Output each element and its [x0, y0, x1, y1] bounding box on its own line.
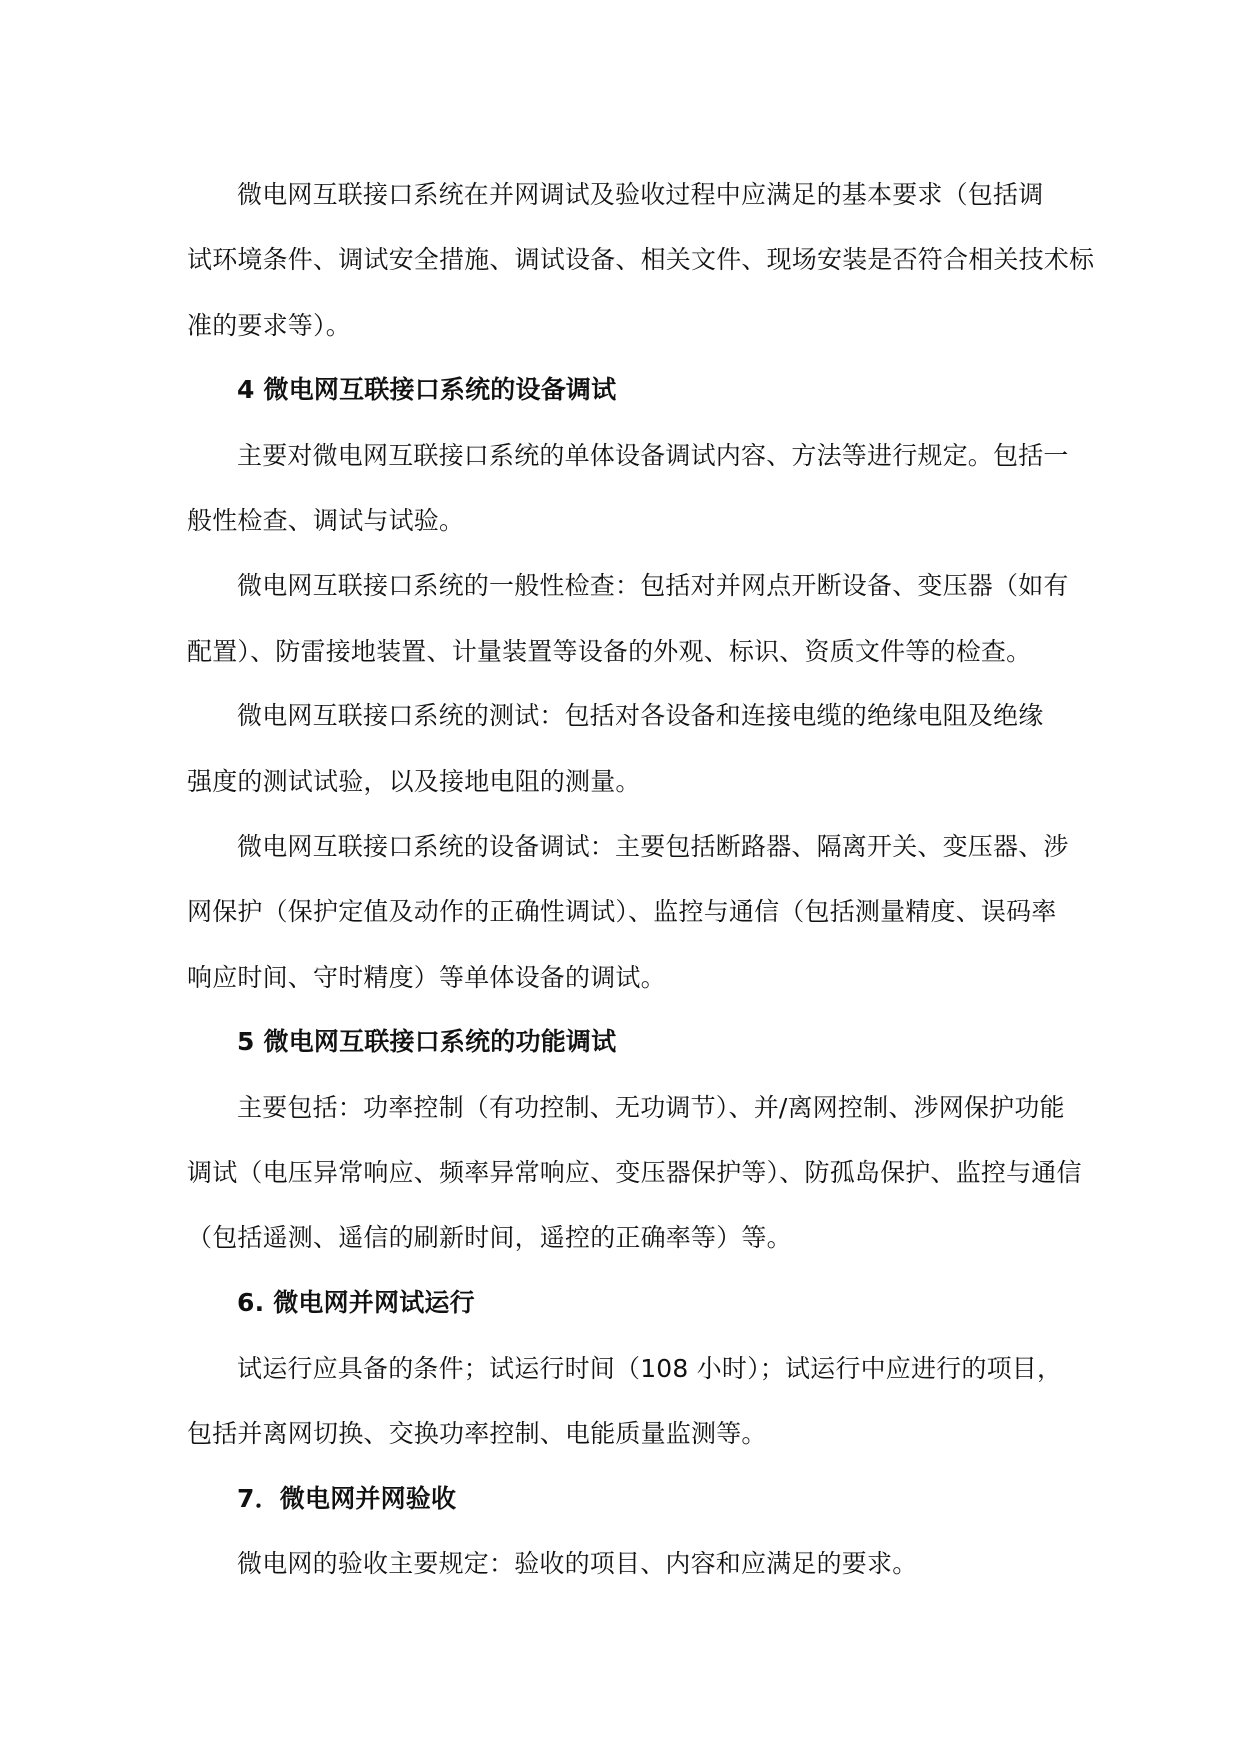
section-4-para4-line-3: 响应时间、守时精度）等单体设备的调试。 [187, 963, 666, 992]
intro-line-1: 微电网互联接口系统在并网调试及验收过程中应满足的基本要求（包括调 [237, 180, 1044, 209]
section-6-heading: 6. 微电网并网试运行 [237, 1288, 475, 1317]
section-5-para1-line-3: （包括遥测、遥信的刷新时间，遥控的正确率等）等。 [187, 1223, 792, 1252]
section-6-para1-line-2: 包括并离网切换、交换功率控制、电能质量监测等。 [187, 1419, 767, 1448]
section-5-para1-line-1: 主要包括：功率控制（有功控制、无功调节）、并/离网控制、涉网保护功能 [237, 1093, 1065, 1122]
intro-line-2: 试环境条件、调试安全措施、调试设备、相关文件、现场安装是否符合相关技术标 [187, 245, 1095, 274]
section-4-para4-line-2: 网保护（保护定值及动作的正确性调试）、监控与通信（包括测量精度、误码率 [187, 897, 1057, 926]
section-4-para1-line-1: 主要对微电网互联接口系统的单体设备调试内容、方法等进行规定。包括一 [237, 441, 1069, 470]
intro-line-3: 准的要求等）。 [187, 311, 351, 340]
section-4-para3-line-2: 强度的测试试验，以及接地电阻的测量。 [187, 767, 641, 796]
section-7-heading: 7．微电网并网验收 [237, 1484, 457, 1513]
section-5-para1-line-2: 调试（电压异常响应、频率异常响应、变压器保护等）、防孤岛保护、监控与通信 [187, 1158, 1082, 1187]
section-6-para1-line-1: 试运行应具备的条件；试运行时间（108 小时）；试运行中应进行的项目， [237, 1354, 1063, 1383]
section-4-para4-line-1: 微电网互联接口系统的设备调试：主要包括断路器、隔离开关、变压器、涉 [237, 832, 1069, 861]
section-4-heading: 4 微电网互联接口系统的设备调试 [237, 375, 617, 404]
section-4-para2-line-2: 配置）、防雷接地装置、计量装置等设备的外观、标识、资质文件等的检查。 [187, 637, 1032, 666]
section-4-para2-line-1: 微电网互联接口系统的一般性检查：包括对并网点开断设备、变压器（如有 [237, 571, 1069, 600]
section-4-para1-line-2: 般性检查、调试与试验。 [187, 506, 465, 535]
section-4-para3-line-1: 微电网互联接口系统的测试：包括对各设备和连接电缆的绝缘电阻及绝缘 [237, 701, 1044, 730]
section-7-para1-line-1: 微电网的验收主要规定：验收的项目、内容和应满足的要求。 [237, 1549, 918, 1578]
section-5-heading: 5 微电网互联接口系统的功能调试 [237, 1027, 617, 1056]
